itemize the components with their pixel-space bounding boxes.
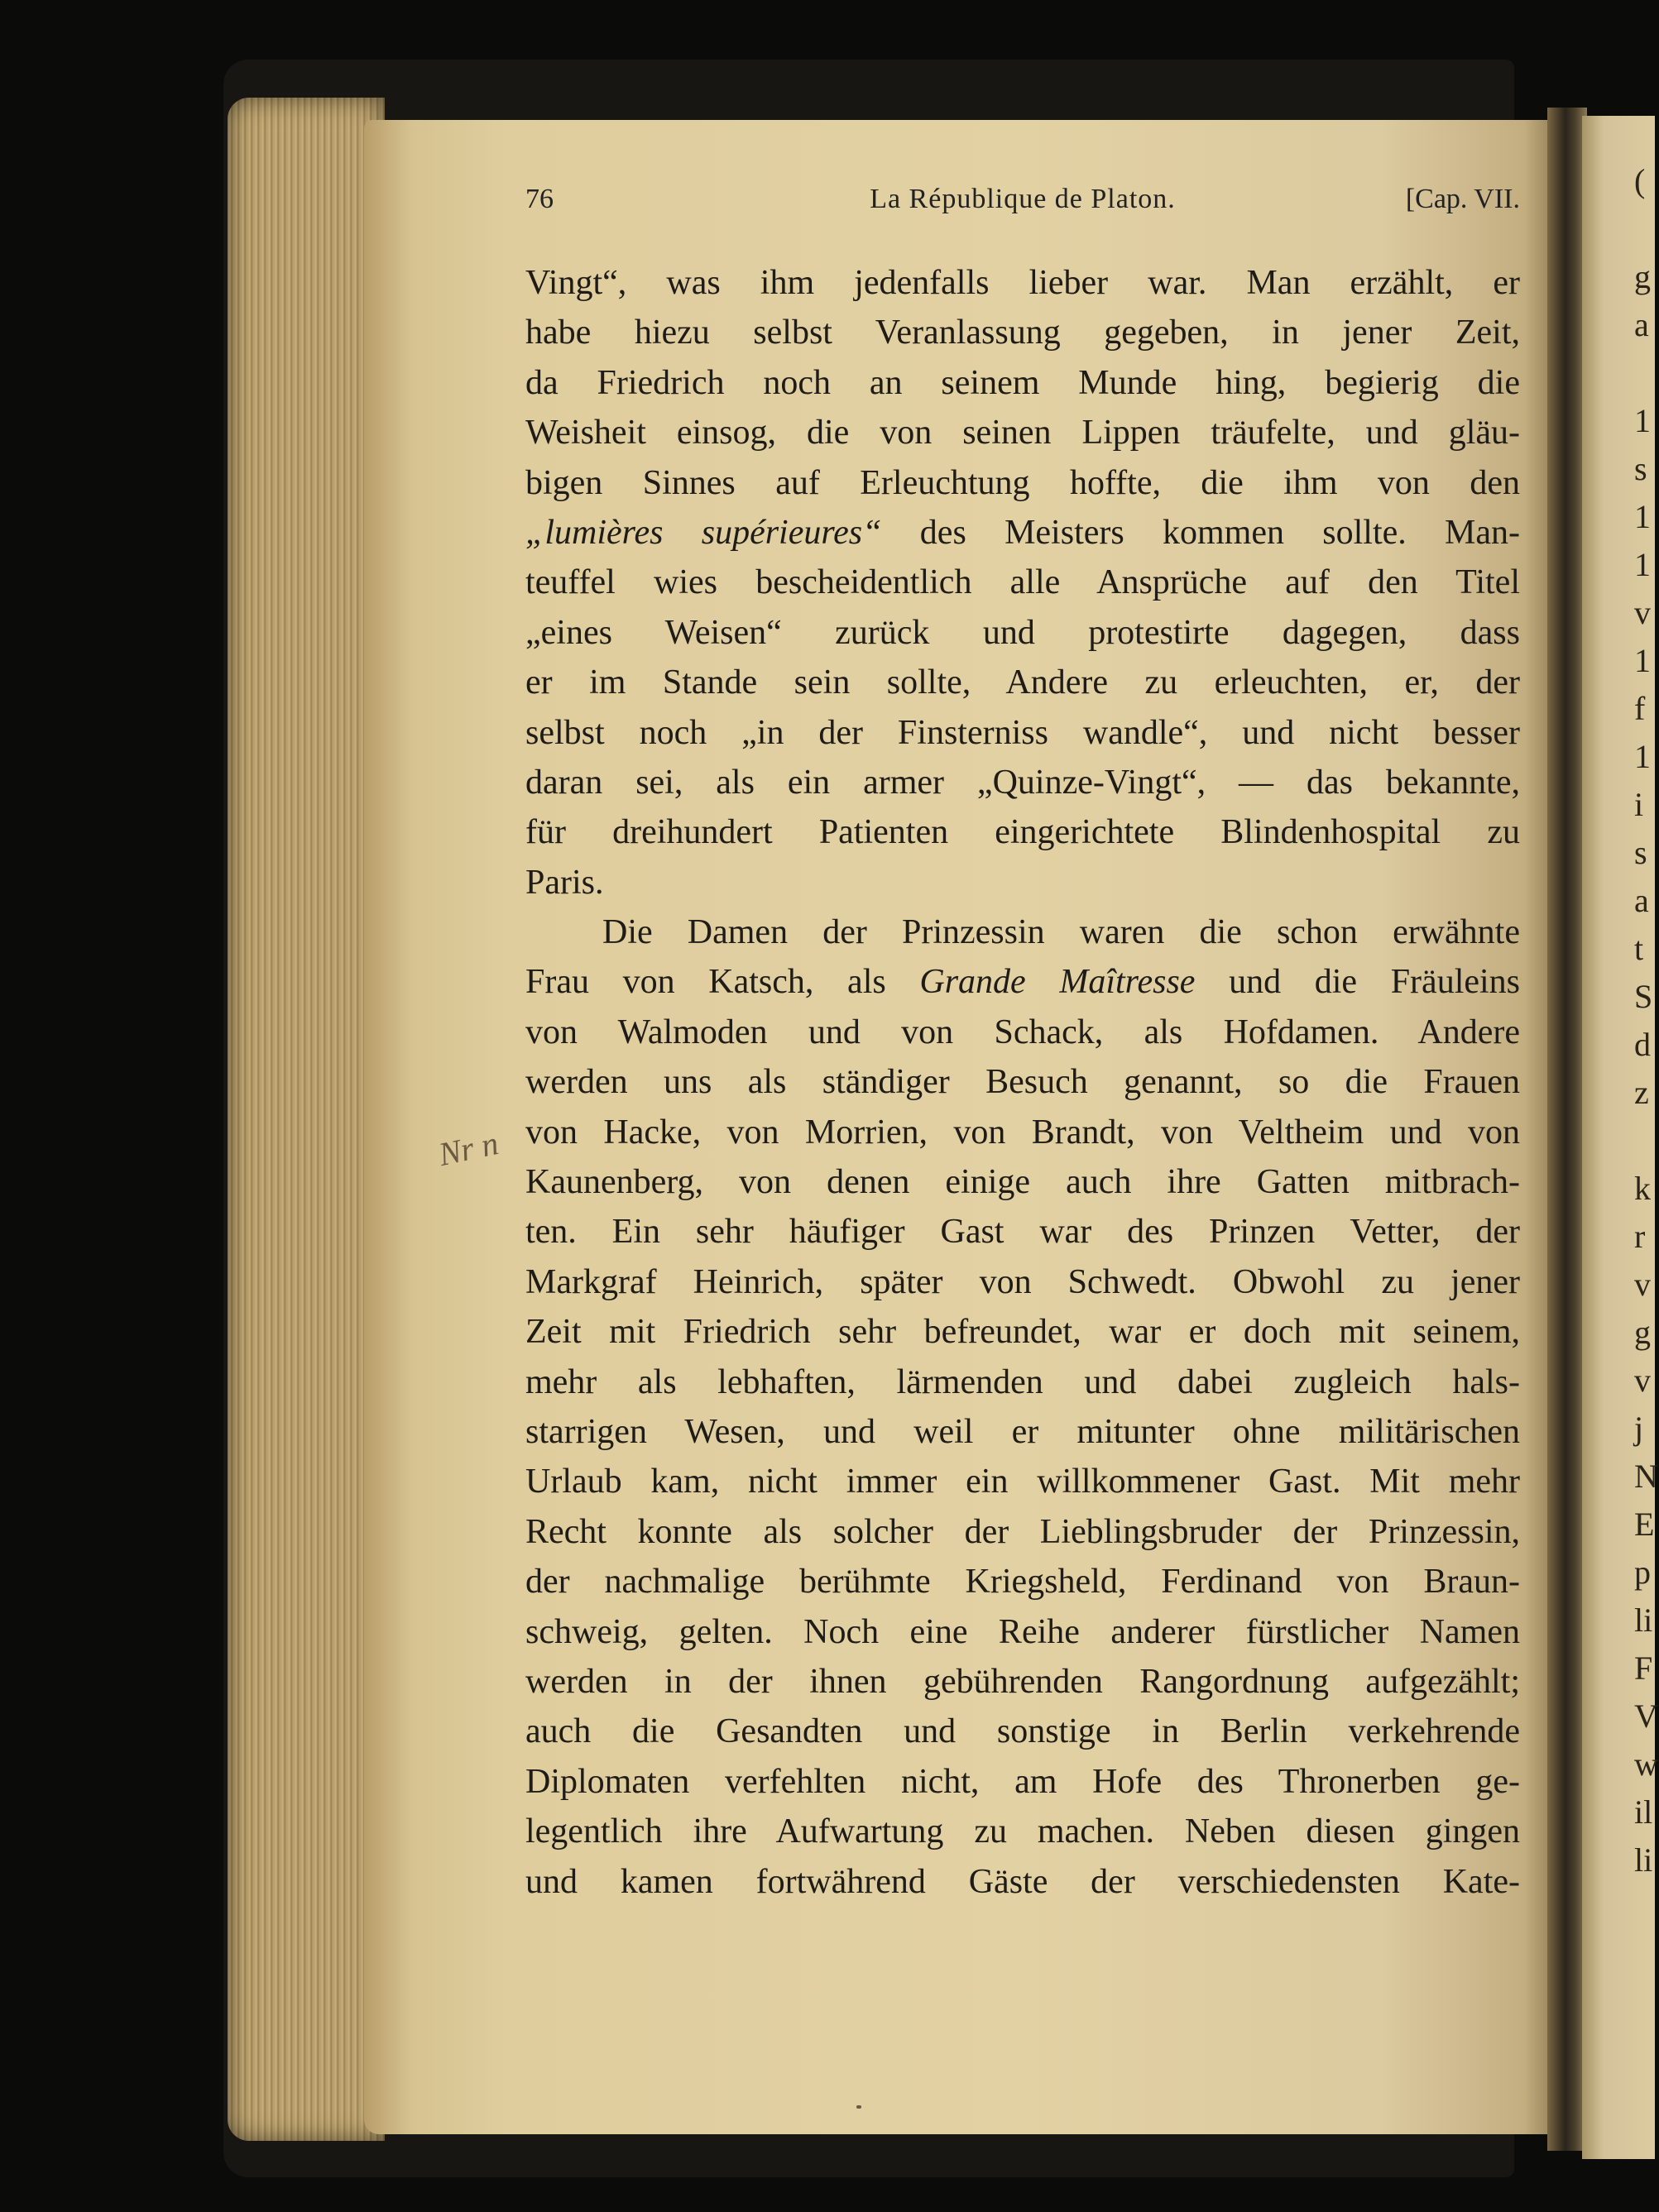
text-line: daran sei, als ein armer „Quinze-Vingt“, — das bekannte, [525,763,1520,802]
text-line: da Friedrich noch an seinem Munde hing, begierig die [525,363,1520,402]
text-line: teuffel wies bescheidentlich alle Ansprüche auf den Titel [525,563,1520,602]
text-line: mehr als lebhaften, lärmenden und dabei zugleich hals- [525,1362,1520,1401]
text-line: ten. Ein sehr häufiger Gast war des Prinzen Vetter, der [525,1213,1520,1252]
chapter-mark: [Cap. VII. [1405,184,1520,214]
running-head [525,184,1520,225]
page-edges [228,98,385,2141]
text-block [525,258,1520,1907]
handwritten-margin-note: Nr n [435,1123,502,1174]
facing-page-fragment: ( g a 1 s 1 1 v 1 f 1 i s a t S d z k r v g v j N E p li F V w il li [1634,162,1658,1879]
italic-phrase: „lumières supérieures“ [525,513,882,552]
text-line: der nachmalige berühmte Kriegsheld, Ferdinand von Braun- [525,1563,1520,1602]
text-fragment: des Meisters kommen sollte. Man- [919,513,1521,552]
text-line: Vingt“, was ihm jedenfalls lieber war. Man erzählt, er [525,264,1520,302]
text-line: Die Damen der Prinzessin waren die schon erwähnte [602,913,1520,952]
text-line: von Walmoden und von Schack, als Hofdamen. Andere [525,1013,1520,1051]
text-line: habe hiezu selbst Veranlassung gegeben, in jener Zeit, [525,314,1520,352]
text-line: Weisheit einsog, die von seinen Lippen träufelte, und gläu- [525,414,1520,452]
text-line: werden in der ihnen gebührenden Rangordnung aufgezählt; [525,1662,1520,1701]
text-fragment: und die Fräuleins [1229,963,1521,1002]
text-line: „eines Weisen“ zurück und protestirte dagegen, dass [525,613,1520,652]
page-number: 76 [525,184,554,214]
text-line: werden uns als ständiger Besuch genannt, so die Frauen [525,1063,1520,1102]
text-line: für dreihundert Patienten eingerichtete Blindenhospital zu [525,813,1520,852]
text-line: Kaunenberg, von denen einige auch ihre Gatten mitbrach- [525,1163,1520,1202]
italic-phrase: Grande Maîtresse [919,963,1196,1002]
text-fragment: Frau von Katsch, als [525,963,886,1002]
text-line-mixed [525,508,1520,558]
text-line: bigen Sinnes auf Erleuchtung hoffte, die ihm von den [525,463,1520,502]
text-line: von Hacke, von Morrien, von Brandt, von Veltheim und von [525,1113,1520,1151]
text-line: Recht konnte als solcher der Lieblingsbruder der Prinzessin, [525,1512,1520,1551]
text-line: Diplomaten verfehlten nicht, am Hofe des Thronerben ge- [525,1762,1520,1801]
text-line: schweig, gelten. Noch eine Reihe anderer fürstlicher Namen [525,1612,1520,1651]
text-line: starrigen Wesen, und weil er mitunter ohne militärischen [525,1412,1520,1451]
text-line: legentlich ihre Aufwartung zu machen. Neben diesen gingen [525,1812,1520,1851]
book-gutter [1547,108,1587,2151]
text-line: Paris. [525,863,604,902]
text-line: Markgraf Heinrich, später von Schwedt. Obwohl zu jener [525,1262,1520,1301]
text-line: Urlaub kam, nicht immer ein willkommener Gast. Mit mehr [525,1463,1520,1501]
text-line: selbst noch „in der Finsterniss wandle“, und nicht besser [525,713,1520,752]
text-line: er im Stande sein sollte, Andere zu erleuchten, er, der [525,663,1520,702]
text-line: auch die Gesandten und sonstige in Berlin verkehrende [525,1712,1520,1751]
page-title: La République de Platon. [870,184,1176,214]
page-mark [856,2105,861,2109]
text-line: Zeit mit Friedrich sehr befreundet, war er doch mit seinem, [525,1313,1520,1352]
text-line-mixed [525,957,1520,1007]
text-line: und kamen fortwährend Gäste der verschiedensten Kate- [525,1862,1520,1901]
